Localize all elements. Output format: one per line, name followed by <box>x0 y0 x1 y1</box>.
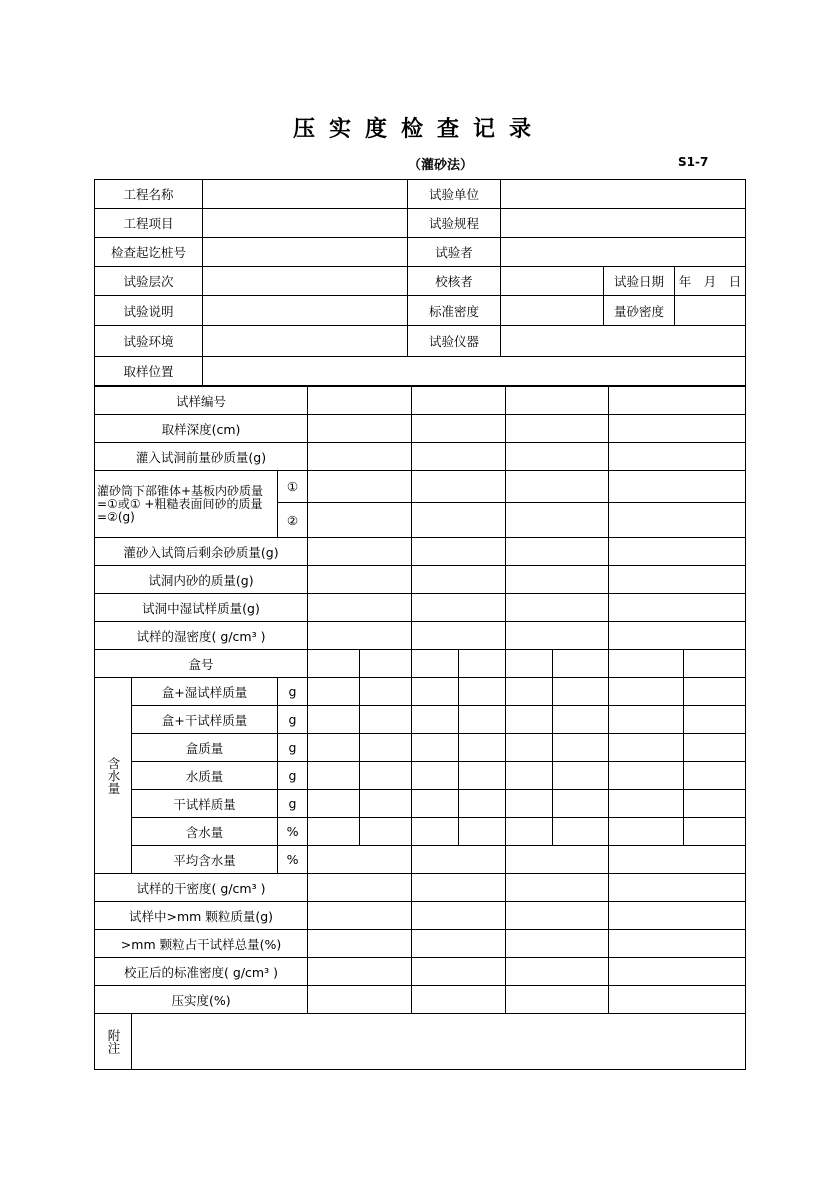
cell[interactable] <box>412 762 459 790</box>
cell[interactable] <box>308 762 360 790</box>
cell[interactable] <box>459 762 506 790</box>
cell[interactable] <box>609 706 684 734</box>
cell[interactable] <box>684 790 746 818</box>
page-title: 压实度检查记录 <box>292 117 545 142</box>
cell[interactable] <box>412 415 506 443</box>
note-field[interactable] <box>132 1014 746 1070</box>
record-table <box>94 179 746 386</box>
cell[interactable] <box>609 818 684 846</box>
unit-g: g <box>278 706 308 734</box>
cell[interactable] <box>553 650 609 678</box>
cell[interactable] <box>684 678 746 706</box>
cell[interactable] <box>360 790 412 818</box>
value-sampling-pos[interactable] <box>203 357 746 386</box>
cell[interactable] <box>308 706 360 734</box>
cell[interactable] <box>506 706 553 734</box>
value-project-item[interactable] <box>203 209 408 238</box>
row-large-pct: >mm 颗粒占干试样总量(%) <box>95 930 308 958</box>
unit-g: g <box>278 734 308 762</box>
unit-g: g <box>278 762 308 790</box>
row-compaction: 压实度(%) <box>95 986 308 1014</box>
cell[interactable] <box>506 762 553 790</box>
cell[interactable] <box>360 762 412 790</box>
cell[interactable] <box>684 762 746 790</box>
cell[interactable] <box>412 706 459 734</box>
cell[interactable] <box>412 387 506 415</box>
unit-pct: % <box>278 846 308 874</box>
cell[interactable] <box>506 415 609 443</box>
cell[interactable] <box>308 566 412 594</box>
cell[interactable] <box>308 930 412 958</box>
cell[interactable] <box>506 818 553 846</box>
cell[interactable] <box>412 986 506 1014</box>
row-sand-in-hole: 试洞内砂的质量(g) <box>95 566 308 594</box>
cell[interactable] <box>609 902 746 930</box>
value-instrument[interactable] <box>501 326 746 357</box>
cell[interactable] <box>506 986 609 1014</box>
value-test-date[interactable]: 年 月 日 <box>675 267 746 296</box>
cell[interactable] <box>506 622 609 650</box>
cell[interactable] <box>412 790 459 818</box>
cell[interactable] <box>360 706 412 734</box>
cell[interactable] <box>506 594 609 622</box>
cell[interactable] <box>412 650 459 678</box>
cell[interactable] <box>412 734 459 762</box>
cell[interactable] <box>609 678 684 706</box>
cell[interactable] <box>308 538 412 566</box>
cell[interactable] <box>308 790 360 818</box>
cell[interactable] <box>506 650 553 678</box>
cell[interactable] <box>684 650 746 678</box>
method-subtitle: （灌砂法） <box>408 158 474 173</box>
cell[interactable] <box>412 503 506 538</box>
value-station[interactable] <box>203 238 408 267</box>
cell[interactable] <box>684 818 746 846</box>
cell[interactable] <box>459 678 506 706</box>
cell[interactable] <box>308 387 412 415</box>
cell[interactable] <box>412 902 506 930</box>
cell[interactable] <box>609 958 746 986</box>
form-code: S1-7 <box>678 155 709 169</box>
cell[interactable] <box>308 818 360 846</box>
label-std-density: 标准密度 <box>408 296 501 326</box>
cell[interactable] <box>308 902 412 930</box>
cone-mark-1: ① <box>278 471 308 503</box>
cell[interactable] <box>412 566 506 594</box>
cell[interactable] <box>506 538 609 566</box>
value-test-unit[interactable] <box>501 180 746 209</box>
cell[interactable] <box>553 706 609 734</box>
label-test-unit: 试验单位 <box>408 180 501 209</box>
cell[interactable] <box>308 443 412 471</box>
row-large-particle: 试样中>mm 颗粒质量(g) <box>95 902 308 930</box>
cell[interactable] <box>609 734 684 762</box>
cell[interactable] <box>308 415 412 443</box>
row-water-mass: 水质量 <box>132 762 278 790</box>
cell[interactable] <box>412 846 506 874</box>
cell[interactable] <box>308 734 360 762</box>
cell[interactable] <box>308 471 412 503</box>
cell[interactable] <box>412 443 506 471</box>
cell[interactable] <box>308 678 360 706</box>
label-sampling-pos: 取样位置 <box>95 357 203 386</box>
label-instrument: 试验仪器 <box>408 326 501 357</box>
moisture-group-label: 含水量 <box>95 678 132 874</box>
value-std-density[interactable] <box>501 296 604 326</box>
cell[interactable] <box>506 902 609 930</box>
cell[interactable] <box>506 443 609 471</box>
row-box-dry: 盒+干试样质量 <box>132 706 278 734</box>
cell[interactable] <box>506 734 553 762</box>
label-environment: 试验环境 <box>95 326 203 357</box>
cell[interactable] <box>459 790 506 818</box>
cell[interactable] <box>360 678 412 706</box>
row-dry-mass: 干试样质量 <box>132 790 278 818</box>
cell[interactable] <box>609 471 746 503</box>
value-project-name[interactable] <box>203 180 408 209</box>
cell[interactable] <box>609 415 746 443</box>
cell[interactable] <box>308 650 360 678</box>
cell[interactable] <box>459 706 506 734</box>
cell[interactable] <box>609 566 746 594</box>
cell[interactable] <box>506 678 553 706</box>
label-layer: 试验层次 <box>95 267 203 296</box>
value-description[interactable] <box>203 296 408 326</box>
cell[interactable] <box>609 930 746 958</box>
cell[interactable] <box>609 538 746 566</box>
cell[interactable] <box>609 622 746 650</box>
label-sand-density: 量砂密度 <box>604 296 675 326</box>
cell[interactable] <box>360 818 412 846</box>
row-depth: 取样深度(cm) <box>95 415 308 443</box>
cell[interactable] <box>684 706 746 734</box>
label-project-item: 工程项目 <box>95 209 203 238</box>
label-station: 检查起讫桩号 <box>95 238 203 267</box>
cell[interactable] <box>308 503 412 538</box>
data-table <box>94 386 746 1070</box>
row-cone-sand: 灌砂筒下部锥体+基板内砂质量=①或① +粗糙表面间砂的质量=②(g) <box>95 471 278 538</box>
value-checker[interactable] <box>501 267 604 296</box>
cell[interactable] <box>308 622 412 650</box>
cell[interactable] <box>609 443 746 471</box>
row-box-wet: 盒+湿试样质量 <box>132 678 278 706</box>
cell[interactable] <box>506 471 609 503</box>
cell[interactable] <box>412 471 506 503</box>
cell[interactable] <box>609 874 746 902</box>
cell[interactable] <box>412 594 506 622</box>
row-water-content: 含水量 <box>132 818 278 846</box>
label-description: 试验说明 <box>95 296 203 326</box>
unit-g: g <box>278 790 308 818</box>
cell[interactable] <box>506 930 609 958</box>
cell[interactable] <box>553 790 609 818</box>
cell[interactable] <box>506 874 609 902</box>
cell[interactable] <box>360 734 412 762</box>
cell[interactable] <box>308 874 412 902</box>
cell[interactable] <box>412 930 506 958</box>
unit-pct: % <box>278 818 308 846</box>
cell[interactable] <box>609 650 684 678</box>
value-environment[interactable] <box>203 326 408 357</box>
cell[interactable] <box>553 818 609 846</box>
value-test-spec[interactable] <box>501 209 746 238</box>
value-layer[interactable] <box>203 267 408 296</box>
cell[interactable] <box>553 734 609 762</box>
cell[interactable] <box>609 387 746 415</box>
cell[interactable] <box>609 790 684 818</box>
label-project-name: 工程名称 <box>95 180 203 209</box>
cell[interactable] <box>506 790 553 818</box>
cell[interactable] <box>459 734 506 762</box>
label-test-date: 试验日期 <box>604 267 675 296</box>
cell[interactable] <box>308 986 412 1014</box>
cell[interactable] <box>412 678 459 706</box>
value-sand-density[interactable] <box>675 296 746 326</box>
cell[interactable] <box>506 566 609 594</box>
cell[interactable] <box>506 387 609 415</box>
row-avg-water: 平均含水量 <box>132 846 278 874</box>
row-wet-density: 试样的湿密度( g/cm³ ) <box>95 622 308 650</box>
cell[interactable] <box>412 874 506 902</box>
cell[interactable] <box>308 958 412 986</box>
note-label: 附注 <box>95 1014 132 1070</box>
label-checker: 校核者 <box>408 267 501 296</box>
cell[interactable] <box>412 818 459 846</box>
cell[interactable] <box>506 503 609 538</box>
cell[interactable] <box>609 503 746 538</box>
row-sand-remain: 灌砂入试筒后剩余砂质量(g) <box>95 538 308 566</box>
cell[interactable] <box>506 846 609 874</box>
value-tester[interactable] <box>501 238 746 267</box>
cone-mark-2: ② <box>278 503 308 538</box>
label-tester: 试验者 <box>408 238 501 267</box>
cell[interactable] <box>459 650 506 678</box>
row-sample-no: 试样编号 <box>95 387 308 415</box>
cell[interactable] <box>360 650 412 678</box>
label-test-spec: 试验规程 <box>408 209 501 238</box>
cell[interactable] <box>308 846 412 874</box>
cell[interactable] <box>609 846 746 874</box>
cell[interactable] <box>609 762 684 790</box>
cell[interactable] <box>459 818 506 846</box>
cell[interactable] <box>684 734 746 762</box>
cell[interactable] <box>609 986 746 1014</box>
cell[interactable] <box>412 958 506 986</box>
cell[interactable] <box>308 594 412 622</box>
cell[interactable] <box>553 678 609 706</box>
unit-g: g <box>278 678 308 706</box>
row-sand-before: 灌入试洞前量砂质量(g) <box>95 443 308 471</box>
cell[interactable] <box>412 538 506 566</box>
cell[interactable] <box>506 958 609 986</box>
row-box-no: 盒号 <box>95 650 308 678</box>
row-dry-density: 试样的干密度( g/cm³ ) <box>95 874 308 902</box>
row-corrected-density: 校正后的标准密度( g/cm³ ) <box>95 958 308 986</box>
cell[interactable] <box>609 594 746 622</box>
row-box-mass: 盒质量 <box>132 734 278 762</box>
row-wet-mass: 试洞中湿试样质量(g) <box>95 594 308 622</box>
cell[interactable] <box>553 762 609 790</box>
cell[interactable] <box>412 622 506 650</box>
